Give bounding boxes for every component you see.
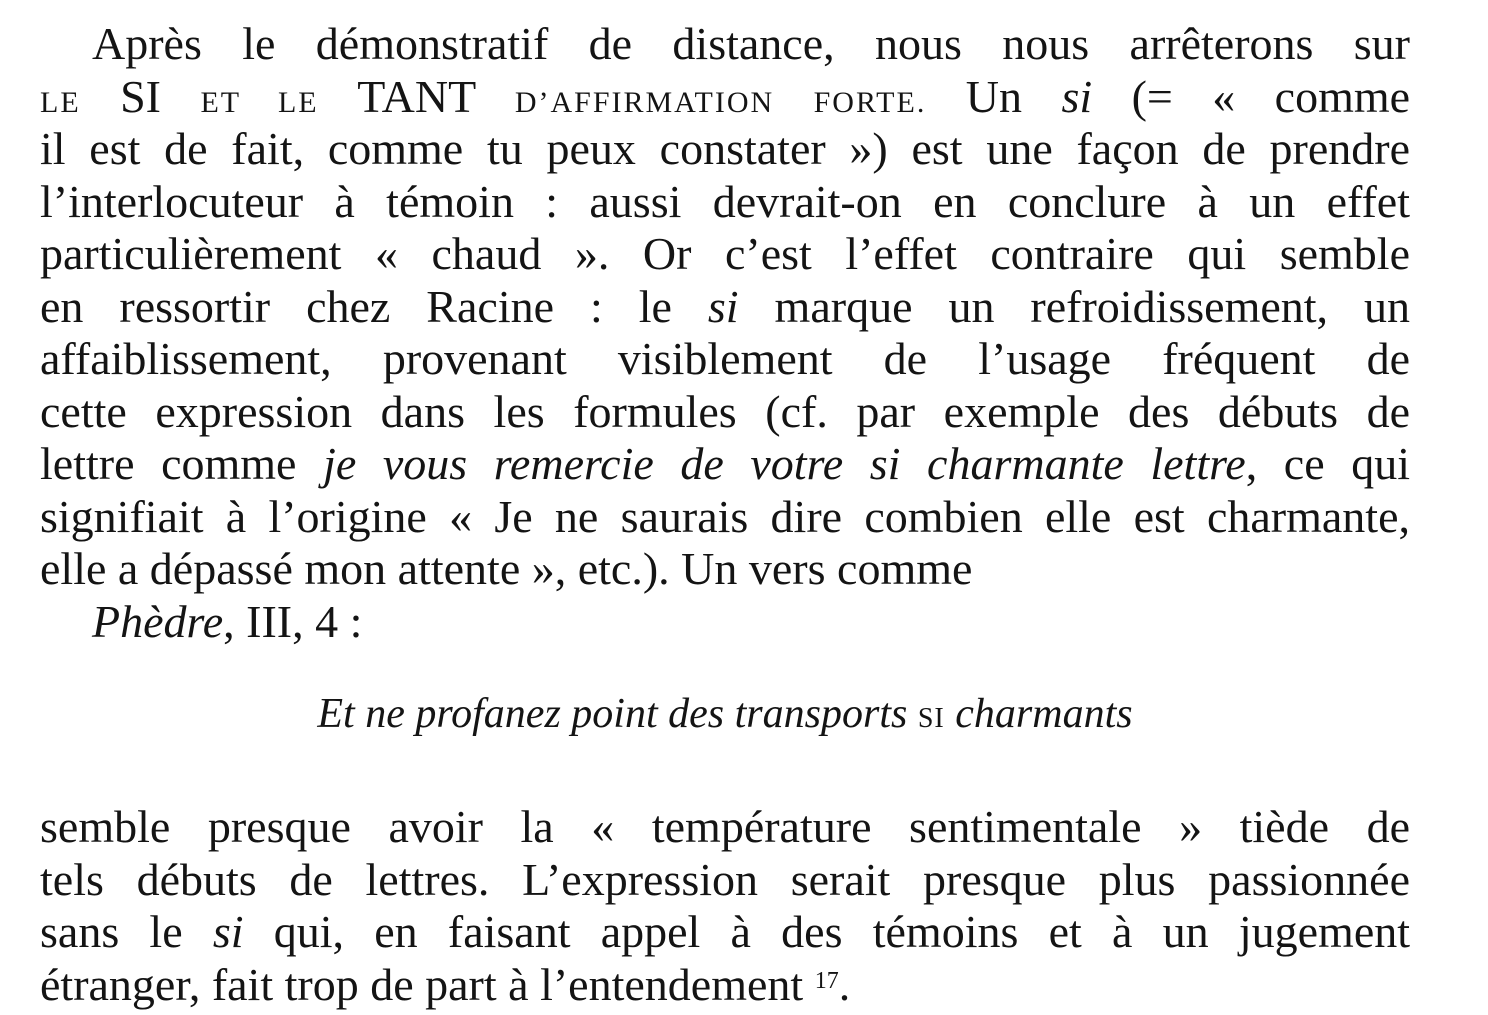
footnote-marker: 17 (814, 967, 839, 994)
document-page (40, 18, 1410, 1011)
tant-caps: TANT (357, 70, 476, 122)
text-line: l’interlocuteur à témoin : aussi devrait-on en conclure à un effet (40, 175, 1410, 227)
text-line (40, 281, 1410, 334)
text-line: cette expression dans les formules (cf. par exemple des débuts de (40, 385, 1410, 437)
text-fragment: . (838, 958, 851, 1010)
text-fragment: , ce qui (1245, 438, 1410, 489)
word-un: Un (965, 70, 1022, 122)
paragraph-2 (40, 801, 1410, 1011)
small-caps-et-le: ET LE (200, 85, 319, 119)
italic-si: si (707, 280, 739, 332)
italic-example: je vous remercie de votre si charmante lettre (323, 438, 1246, 489)
verse-quote (40, 688, 1410, 745)
verse-italic-start: Et ne profanez point des transports (317, 691, 908, 737)
small-caps-daffirmation: D’AFFIRMATION (514, 85, 775, 119)
verse-si-small-caps: SI (917, 703, 945, 734)
italic-title-phedre: Phèdre (92, 595, 224, 647)
text-line: Après le démonstratif de distance, nous nous arrêterons sur (92, 18, 1410, 69)
text-fragment: étranger, fait trop de part à l’entendement (40, 958, 804, 1010)
paragraph-1 (40, 18, 1410, 648)
text-fragment: qui, en faisant appel à des témoins et à un jugement (273, 906, 1411, 957)
text-line: tels débuts de lettres. L’expression serait presque plus passionnée (40, 853, 1410, 905)
small-caps-le: LE (40, 85, 81, 119)
text-line (40, 959, 1410, 1012)
verse-italic-end: charmants (955, 691, 1133, 737)
text-line: semble presque avoir la « température sentimentale » tiède de (40, 801, 1410, 852)
italic-si: si (212, 906, 244, 957)
si-caps: SI (120, 70, 161, 122)
text-line (40, 596, 1410, 649)
text-fragment: (= « comme (1131, 70, 1411, 122)
text-fragment: sans le (40, 906, 183, 957)
text-fragment: marque un refroidissement, un (774, 280, 1411, 332)
text-line (40, 438, 1410, 491)
small-caps-forte: FORTE. (813, 85, 927, 119)
text-line: il est de fait, comme tu peux constater ») est une façon de prendre (40, 123, 1410, 174)
text-fragment: en ressortir chez Racine : le (40, 280, 672, 332)
text-fragment: lettre comme (40, 438, 297, 489)
text-line: affaiblissement, provenant visiblement de l’usage fréquent de (40, 333, 1410, 384)
text-line: signifiait à l’origine « Je ne saurais dire combien elle est charmante, (40, 490, 1410, 542)
italic-si: si (1061, 70, 1093, 122)
text-line: elle a dépassé mon attente », etc.). Un vers comme (40, 543, 973, 594)
text-line (40, 71, 1410, 124)
text-line: particulièrement « chaud ». Or c’est l’effet contraire qui semble (40, 228, 1410, 279)
text-fragment: , III, 4 : (223, 595, 363, 647)
text-line (40, 906, 1410, 959)
